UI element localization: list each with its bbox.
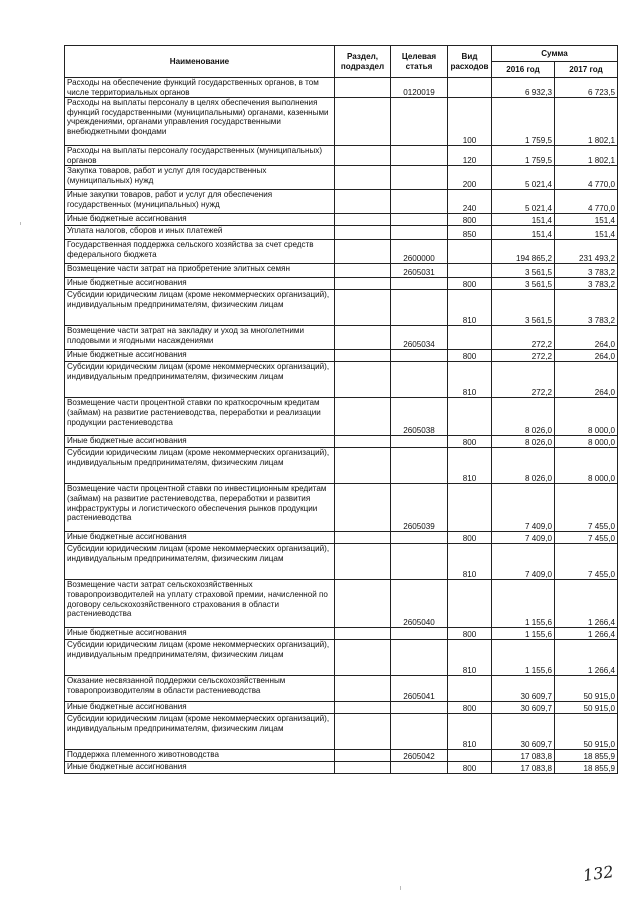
row-section [335,98,391,146]
row-sum-2017: 50 915,0 [555,676,618,702]
row-sum-2017: 8 000,0 [555,398,618,436]
row-sum-2016: 30 609,7 [492,714,555,750]
table-row [65,166,618,190]
table-row [65,326,618,350]
row-sum-2016: 1 759,5 [492,98,555,146]
row-target [391,640,448,676]
table-row [65,214,618,226]
row-name: Иные бюджетные ассигнования [65,214,335,226]
table-row [65,98,618,146]
row-name: Возмещение части затрат на закладку и уход за многолетними плодовыми и ягодными насаждениями [65,326,335,350]
row-target [391,702,448,714]
table-row [65,750,618,762]
row-name: Иные закупки товаров, работ и услуг для обеспечения государственных (муниципальных) нужд [65,190,335,214]
table-row [65,544,618,580]
row-sum-2016: 7 409,0 [492,544,555,580]
row-sum-2017: 8 000,0 [555,436,618,448]
table-row [65,240,618,264]
row-sum-2017: 231 493,2 [555,240,618,264]
row-target: 2605039 [391,484,448,532]
row-sum-2016: 3 561,5 [492,290,555,326]
row-section [335,702,391,714]
table-row [65,290,618,326]
row-sum-2016: 7 409,0 [492,532,555,544]
row-target: 2600000 [391,240,448,264]
row-sum-2017: 3 783,2 [555,278,618,290]
row-name: Расходы на обеспечение функций государственных органов, в том числе территориальных органов [65,78,335,98]
scan-mark [400,886,401,890]
row-target [391,98,448,146]
row-type: 800 [448,762,492,774]
table-row [65,226,618,240]
row-sum-2016: 1 155,6 [492,580,555,628]
row-name: Оказание несвязанной поддержки сельскохозяйственным товаропроизводителям в области растениеводства [65,676,335,702]
col-header-year-2016: 2016 год [492,62,555,78]
row-name: Расходы на выплаты персоналу в целях обеспечения выполнения функций государственными (муниципальными) органами, казенными учреждениями, органами управления государственными внебюджетными фондами [65,98,335,146]
row-type: 800 [448,350,492,362]
table-row [65,580,618,628]
table-row [65,762,618,774]
row-sum-2017: 1 266,4 [555,640,618,676]
row-type: 240 [448,190,492,214]
row-target [391,278,448,290]
row-name: Субсидии юридическим лицам (кроме некоммерческих организаций), индивидуальным предпринимателям, физическим лицам [65,544,335,580]
row-sum-2017: 3 783,2 [555,264,618,278]
row-sum-2017: 1 802,1 [555,98,618,146]
row-sum-2017: 1 802,1 [555,146,618,166]
row-sum-2017: 6 723,5 [555,78,618,98]
row-sum-2016: 5 021,4 [492,190,555,214]
row-name: Государственная поддержка сельского хозяйства за счет средств федерального бюджета [65,240,335,264]
row-type: 810 [448,714,492,750]
row-sum-2016: 30 609,7 [492,676,555,702]
row-section [335,750,391,762]
row-type [448,264,492,278]
row-sum-2017: 264,0 [555,326,618,350]
row-name: Возмещение части процентной ставки по краткосрочным кредитам (займам) на развитие растениеводства, переработки и реализации продукции растениеводства [65,398,335,436]
row-sum-2017: 7 455,0 [555,544,618,580]
col-header-year-2017: 2017 год [555,62,618,78]
row-target: 0120019 [391,78,448,98]
row-name: Поддержка племенного животноводства [65,750,335,762]
row-target: 2605038 [391,398,448,436]
row-name: Иные бюджетные ассигнования [65,436,335,448]
row-sum-2017: 18 855,9 [555,750,618,762]
row-target [391,762,448,774]
row-section [335,240,391,264]
row-sum-2017: 3 783,2 [555,290,618,326]
row-section [335,326,391,350]
row-type: 120 [448,146,492,166]
row-target [391,190,448,214]
col-header-name: Наименование [65,46,335,78]
row-target [391,714,448,750]
row-section [335,398,391,436]
row-target [391,362,448,398]
row-name: Возмещение части затрат на приобретение элитных семян [65,264,335,278]
row-sum-2017: 50 915,0 [555,702,618,714]
row-type: 810 [448,544,492,580]
row-type: 800 [448,278,492,290]
row-target [391,290,448,326]
row-sum-2017: 4 770,0 [555,190,618,214]
row-type [448,580,492,628]
row-sum-2016: 3 561,5 [492,264,555,278]
row-sum-2017: 18 855,9 [555,762,618,774]
row-type: 800 [448,532,492,544]
row-sum-2017: 264,0 [555,350,618,362]
row-name: Субсидии юридическим лицам (кроме некоммерческих организаций), индивидуальным предпринимателям, физическим лицам [65,448,335,484]
row-section [335,436,391,448]
row-type: 800 [448,702,492,714]
row-type: 200 [448,166,492,190]
row-target [391,628,448,640]
row-sum-2016: 5 021,4 [492,166,555,190]
table-row [65,628,618,640]
table-row [65,398,618,436]
table-row [65,264,618,278]
row-section [335,226,391,240]
row-sum-2017: 7 455,0 [555,484,618,532]
table-body [65,78,618,774]
row-target: 2605041 [391,676,448,702]
row-section [335,146,391,166]
table-row [65,146,618,166]
row-sum-2017: 8 000,0 [555,448,618,484]
row-type [448,750,492,762]
row-sum-2016: 151,4 [492,226,555,240]
row-section [335,714,391,750]
row-target [391,532,448,544]
row-sum-2016: 194 865,2 [492,240,555,264]
row-sum-2016: 1 155,6 [492,628,555,640]
row-section [335,78,391,98]
row-name: Иные бюджетные ассигнования [65,702,335,714]
row-sum-2016: 17 083,8 [492,762,555,774]
row-section [335,362,391,398]
row-name: Возмещение части затрат сельскохозяйственных товаропроизводителей на уплату страховой премии, начисленной по договору сельскохозяйственного страхования в области растениеводства [65,580,335,628]
row-target: 2605040 [391,580,448,628]
row-sum-2016: 8 026,0 [492,398,555,436]
row-type: 810 [448,448,492,484]
row-target [391,146,448,166]
row-section [335,676,391,702]
table-row [65,702,618,714]
row-type: 850 [448,226,492,240]
table-row [65,362,618,398]
row-section [335,350,391,362]
row-sum-2016: 17 083,8 [492,750,555,762]
row-section [335,190,391,214]
row-name: Расходы на выплаты персоналу государственных (муниципальных) органов [65,146,335,166]
row-name: Субсидии юридическим лицам (кроме некоммерческих организаций), индивидуальным предпринимателям, физическим лицам [65,362,335,398]
row-type [448,398,492,436]
row-type: 800 [448,214,492,226]
row-name: Иные бюджетные ассигнования [65,278,335,290]
row-name: Иные бюджетные ассигнования [65,628,335,640]
row-name: Субсидии юридическим лицам (кроме некоммерческих организаций), индивидуальным предпринимателям, физическим лицам [65,640,335,676]
row-sum-2016: 151,4 [492,214,555,226]
row-sum-2017: 50 915,0 [555,714,618,750]
row-target: 2605042 [391,750,448,762]
row-name: Субсидии юридическим лицам (кроме некоммерческих организаций), индивидуальным предпринимателям, физическим лицам [65,290,335,326]
table-row [65,350,618,362]
row-sum-2017: 151,4 [555,214,618,226]
row-section [335,544,391,580]
table-row [65,278,618,290]
row-sum-2016: 1 155,6 [492,640,555,676]
budget-table [64,45,618,774]
table-row [65,676,618,702]
row-section [335,640,391,676]
col-header-type: Вид расходов [448,46,492,78]
row-name: Субсидии юридическим лицам (кроме некоммерческих организаций), индивидуальным предпринимателям, физическим лицам [65,714,335,750]
row-section [335,580,391,628]
row-sum-2016: 8 026,0 [492,448,555,484]
row-type: 810 [448,362,492,398]
row-target [391,350,448,362]
table-row [65,448,618,484]
row-name: Иные бюджетные ассигнования [65,762,335,774]
row-section [335,484,391,532]
row-sum-2016: 30 609,7 [492,702,555,714]
col-header-section: Раздел, подраздел [335,46,391,78]
table-row [65,640,618,676]
row-sum-2016: 272,2 [492,362,555,398]
row-sum-2016: 1 759,5 [492,146,555,166]
row-type [448,326,492,350]
row-type: 800 [448,628,492,640]
row-section [335,264,391,278]
row-name: Закупка товаров, работ и услуг для государственных (муниципальных) нужд [65,166,335,190]
col-header-sum: Сумма [492,46,618,62]
table-row [65,190,618,214]
row-section [335,628,391,640]
row-target [391,214,448,226]
row-type: 800 [448,436,492,448]
row-type: 810 [448,640,492,676]
row-name: Иные бюджетные ассигнования [65,350,335,362]
row-section [335,278,391,290]
row-target [391,448,448,484]
row-sum-2016: 272,2 [492,326,555,350]
row-target [391,544,448,580]
row-target [391,226,448,240]
row-target [391,436,448,448]
row-target [391,166,448,190]
row-type: 100 [448,98,492,146]
row-type [448,240,492,264]
row-sum-2017: 151,4 [555,226,618,240]
row-target: 2605031 [391,264,448,278]
row-sum-2017: 4 770,0 [555,166,618,190]
row-sum-2017: 1 266,4 [555,628,618,640]
row-type: 810 [448,290,492,326]
row-name: Возмещение части процентной ставки по инвестиционным кредитам (займам) на развитие растениеводства, переработки и развития инфраструктуры и логистического обеспечения рынков продукции растениеводства [65,484,335,532]
row-sum-2017: 1 266,4 [555,580,618,628]
row-type [448,676,492,702]
row-sum-2016: 272,2 [492,350,555,362]
table-row [65,436,618,448]
row-sum-2017: 7 455,0 [555,532,618,544]
scan-mark [20,222,21,225]
row-sum-2016: 6 932,3 [492,78,555,98]
row-section [335,166,391,190]
row-type [448,484,492,532]
row-target: 2605034 [391,326,448,350]
row-sum-2016: 7 409,0 [492,484,555,532]
row-name: Иные бюджетные ассигнования [65,532,335,544]
row-section [335,290,391,326]
col-header-target: Целевая статья [391,46,448,78]
row-sum-2016: 8 026,0 [492,436,555,448]
page-number: 132 [581,861,615,886]
table-header [65,46,618,78]
row-section [335,214,391,226]
row-type [448,78,492,98]
row-sum-2016: 3 561,5 [492,278,555,290]
table-row [65,532,618,544]
table-row [65,714,618,750]
row-sum-2017: 264,0 [555,362,618,398]
row-section [335,532,391,544]
table-row [65,484,618,532]
row-section [335,762,391,774]
row-section [335,448,391,484]
table-row [65,78,618,98]
row-name: Уплата налогов, сборов и иных платежей [65,226,335,240]
